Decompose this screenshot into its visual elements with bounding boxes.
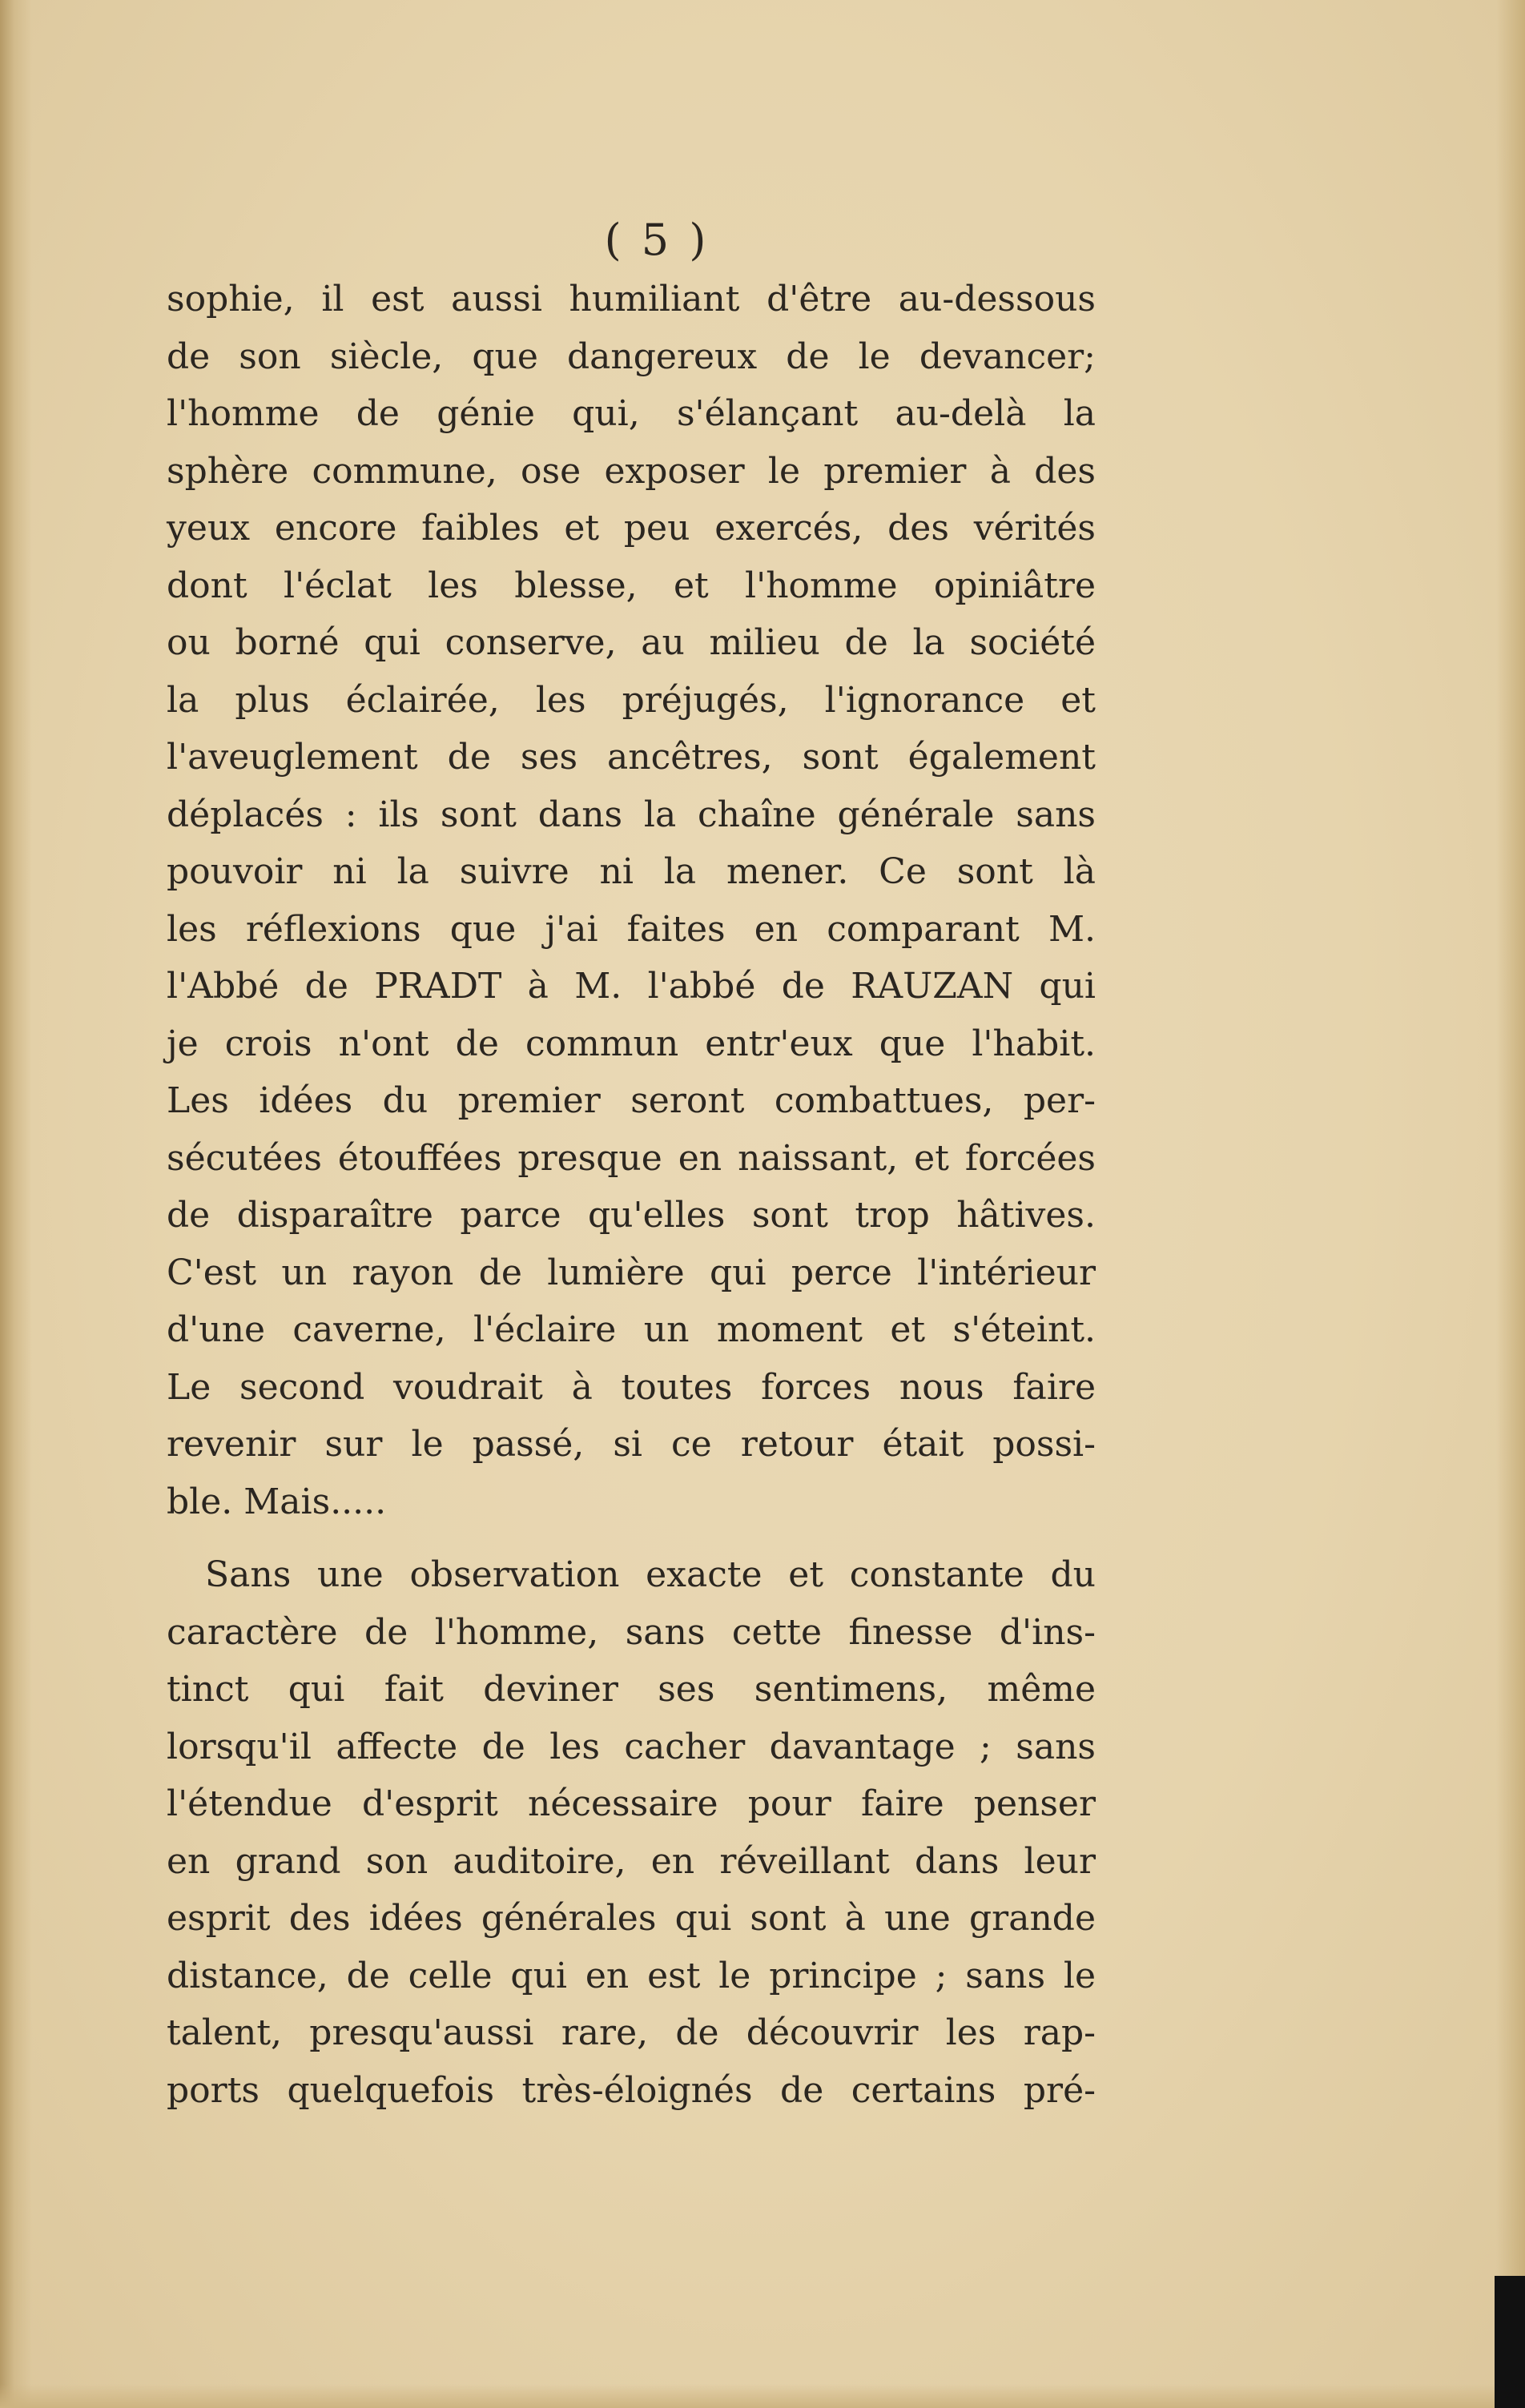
paragraph-gap xyxy=(167,1530,1096,1546)
body-text xyxy=(167,271,1096,2119)
text-line: Les idées du premier seront combattues, per- xyxy=(167,1080,1096,1121)
text-line: revenir sur le passé, si ce retour était possi- xyxy=(167,1424,1096,1465)
text-line: ble. Mais..... xyxy=(167,1481,387,1522)
text-line: en grand son auditoire, en réveillant dans leur xyxy=(167,1840,1096,1882)
text-line: caractère de l'homme, sans cette finesse d'ins- xyxy=(167,1611,1096,1653)
text-line: je crois n'ont de commun entr'eux que l'habit. xyxy=(167,1023,1096,1064)
text-line: ou borné qui conserve, au milieu de la société xyxy=(167,622,1096,663)
page-left-edge xyxy=(0,0,32,2408)
text-line: lorsqu'il affecte de les cacher davantage ; sans xyxy=(167,1726,1096,1767)
text-line: de son siècle, que dangereux de le devancer; xyxy=(167,336,1096,377)
text-line: sphère commune, ose exposer le premier à des xyxy=(167,450,1096,492)
paragraph xyxy=(167,271,1096,1530)
text-line: talent, presqu'aussi rare, de découvrir les rap- xyxy=(167,2012,1096,2053)
text-line: la plus éclairée, les préjugés, l'ignorance et xyxy=(167,679,1096,721)
text-line: Sans une observation exacte et constante du xyxy=(205,1554,1096,1595)
text-line: de disparaître parce qu'elles sont trop hâtives. xyxy=(167,1195,1096,1236)
text-line: yeux encore faibles et peu exercés, des vérités xyxy=(167,508,1096,549)
text-line: tinct qui fait deviner ses sentimens, même xyxy=(167,1669,1096,1710)
page-right-edge xyxy=(1496,0,1525,2408)
text-line: l'aveuglement de ses ancêtres, sont également xyxy=(167,737,1096,778)
text-line: déplacés : ils sont dans la chaîne générale sans xyxy=(167,794,1096,835)
text-line: ports quelquefois très-éloignés de certains pré- xyxy=(167,2069,1096,2111)
text-line: d'une caverne, l'éclaire un moment et s'éteint. xyxy=(167,1309,1096,1350)
black-edge-tab xyxy=(1495,2276,1525,2408)
text-line: pouvoir ni la suivre ni la mener. Ce sont là xyxy=(167,851,1096,892)
page-bottom-edge xyxy=(0,2384,1525,2408)
page-number: ( 5 ) xyxy=(604,215,710,265)
text-line: l'Abbé de PRADT à M. l'abbé de RAUZAN qui xyxy=(167,966,1096,1007)
text-line: sécutées étouffées presque en naissant, et forcées xyxy=(167,1137,1096,1179)
text-line: l'homme de génie qui, s'élançant au-delà la xyxy=(167,393,1096,434)
text-line: esprit des idées générales qui sont à une grande xyxy=(167,1898,1096,1939)
text-line: C'est un rayon de lumière qui perce l'intérieur xyxy=(167,1252,1096,1293)
text-line: les réflexions que j'ai faites en comparant M. xyxy=(167,908,1096,950)
paragraph xyxy=(167,1546,1096,2119)
text-line: sophie, il est aussi humiliant d'être au-dessous xyxy=(167,279,1096,320)
text-line: Le second voudrait à toutes forces nous faire xyxy=(167,1366,1096,1408)
text-line: l'étendue d'esprit nécessaire pour faire penser xyxy=(167,1783,1096,1824)
text-line: dont l'éclat les blesse, et l'homme opiniâtre xyxy=(167,565,1096,606)
text-line: distance, de celle qui en est le principe ; sans le xyxy=(167,1955,1096,1996)
